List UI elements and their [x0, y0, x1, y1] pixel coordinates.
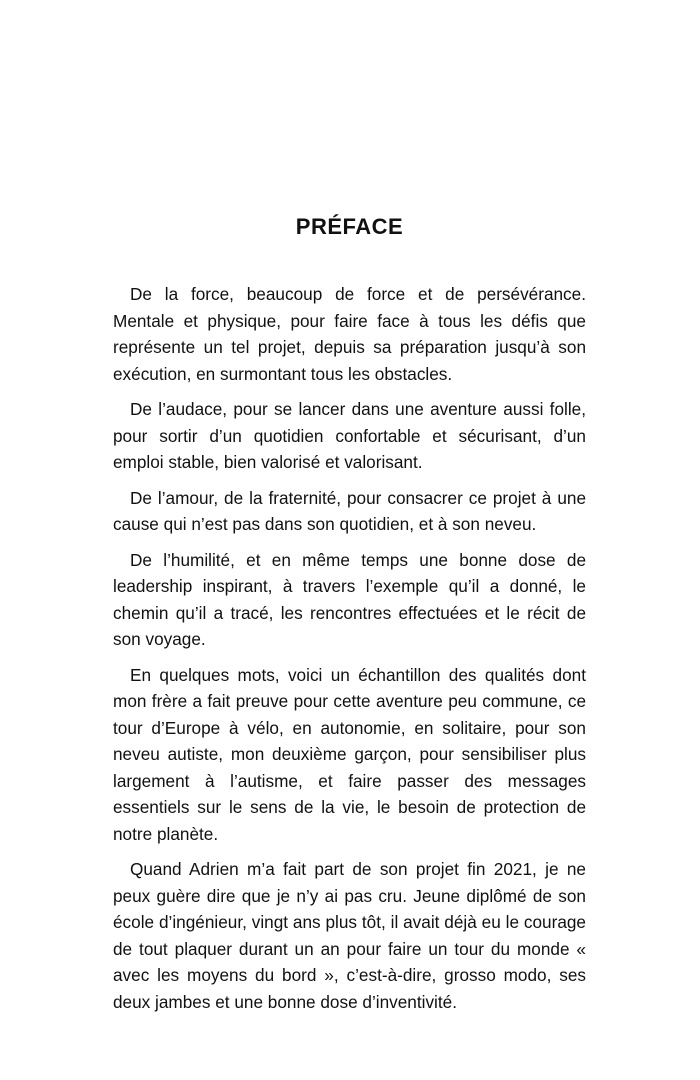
page-title: PRÉFACE: [295, 214, 404, 239]
paragraph-5: En quelques mots, voici un échantillon des qualités dont mon frère a fait preuve pour cette aventure peu commune, ce tour d’Europe à vélo, en autonomie, en solitaire, pour son neveu autiste, mon deuxième garçon, pour sensibiliser plus largement à l’autisme, et faire passer des messages essentiels sur le sens de la vie, le besoin de protection de notre planète.: [113, 664, 586, 844]
paragraph-3: De l’amour, de la fraternité, pour consacrer ce projet à une cause qui n’est pas dans son quotidien, et à son neveu.: [113, 487, 586, 534]
book-page: [113, 211, 586, 1024]
paragraph-6: Quand Adrien m’a fait part de son projet fin 2021, je ne peux guère dire que je n’y ai pas cru. Jeune diplômé de son école d’ingénieur, vingt ans plus tôt, il avait déjà eu le courage de tout plaquer durant un an pour faire un tour du monde « avec les moyens du bord », c’est-à-dire, grosso modo, ses deux jambes et une bonne dose d’inventivité.: [113, 859, 586, 1012]
paragraph-4: De l’humilité, et en même temps une bonne dose de leadership inspirant, à travers l’exemple qu’il a donné, le chemin qu’il a tracé, les rencontres effectuées et le récit de son voyage.: [113, 549, 586, 649]
paragraph-1: De la force, beaucoup de force et de persévérance. Mentale et physique, pour faire face à tous les défis que représente un tel projet, depuis sa préparation jusqu’à son exécution, en surmontant tous les obstacles.: [113, 284, 586, 384]
paragraph-2: De l’audace, pour se lancer dans une aventure aussi folle, pour sortir d’un quotidien confortable et sécurisant, d’un emploi stable, bien valorisé et valorisant.: [113, 399, 586, 472]
